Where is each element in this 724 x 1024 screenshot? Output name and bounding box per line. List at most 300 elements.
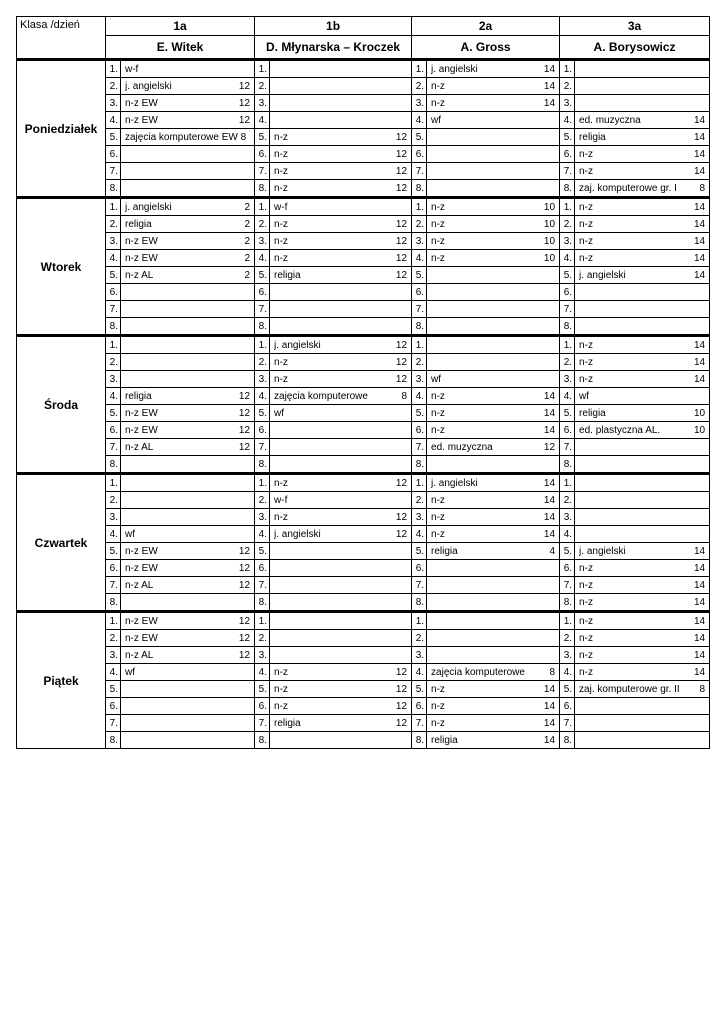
lesson-number: 4.	[255, 664, 270, 681]
lesson-number: 1.	[255, 198, 270, 216]
lesson-content	[125, 408, 250, 419]
room-number: 14	[543, 734, 556, 746]
lesson-cell	[427, 560, 560, 577]
lesson-cell	[575, 612, 710, 630]
lesson-cell	[270, 715, 412, 732]
lesson-cell	[270, 371, 412, 388]
lesson-content	[579, 391, 705, 402]
room-number: 14	[543, 494, 556, 506]
lesson-cell	[121, 577, 255, 594]
lesson-cell	[121, 180, 255, 198]
lesson-cell	[575, 371, 710, 388]
subject-name: n-z	[431, 700, 445, 712]
lesson-number: 1.	[560, 336, 575, 354]
class-name: 1b	[255, 17, 412, 36]
room-number: 12	[395, 148, 408, 160]
room-number: 14	[693, 562, 706, 574]
lesson-number: 8.	[106, 456, 121, 474]
subject-name: j. angielski	[274, 339, 321, 351]
lesson-cell	[575, 405, 710, 422]
lesson-number: 8.	[255, 180, 270, 198]
subject-name: religia	[125, 218, 152, 230]
lesson-row	[17, 509, 710, 526]
lesson-row	[17, 612, 710, 630]
room-number: 10	[543, 252, 556, 264]
lesson-row	[17, 112, 710, 129]
subject-name: n-z AL	[125, 441, 154, 453]
lesson-cell	[270, 630, 412, 647]
lesson-cell	[427, 526, 560, 543]
lesson-number: 3.	[560, 233, 575, 250]
lesson-row	[17, 78, 710, 95]
lesson-content	[274, 667, 407, 678]
lesson-number: 1.	[560, 612, 575, 630]
room-number: 12	[395, 165, 408, 177]
corner-label: Klasa /dzień	[17, 17, 106, 60]
lesson-content	[274, 684, 407, 695]
lesson-content	[431, 684, 555, 695]
lesson-number: 1.	[106, 336, 121, 354]
room-number: 14	[693, 148, 706, 160]
lesson-cell	[121, 233, 255, 250]
lesson-cell	[427, 180, 560, 198]
lesson-number: 3.	[560, 509, 575, 526]
lesson-row	[17, 543, 710, 560]
lesson-cell	[270, 78, 412, 95]
lesson-cell	[575, 732, 710, 749]
lesson-number: 7.	[106, 163, 121, 180]
lesson-cell	[427, 233, 560, 250]
lesson-content	[579, 236, 705, 247]
lesson-number: 2.	[255, 354, 270, 371]
lesson-number: 6.	[106, 284, 121, 301]
lesson-row	[17, 371, 710, 388]
lesson-number: 8.	[560, 180, 575, 198]
lesson-row	[17, 560, 710, 577]
room-number: 10	[693, 407, 706, 419]
subject-name: n-z	[579, 165, 593, 177]
lesson-content	[431, 546, 555, 557]
lesson-number: 5.	[106, 129, 121, 146]
lesson-content	[274, 701, 407, 712]
lesson-content	[431, 667, 555, 678]
lesson-row	[17, 439, 710, 456]
lesson-cell	[270, 664, 412, 681]
lesson-row	[17, 664, 710, 681]
lesson-number: 2.	[412, 78, 427, 95]
room-number: 8	[549, 666, 556, 678]
lesson-cell	[427, 112, 560, 129]
lesson-content	[431, 236, 555, 247]
room-number: 14	[693, 632, 706, 644]
lesson-number: 6.	[560, 560, 575, 577]
lesson-content	[431, 98, 555, 109]
day-name: Środa	[17, 336, 106, 474]
lesson-cell	[121, 60, 255, 78]
lesson-number: 5.	[106, 405, 121, 422]
lesson-number: 6.	[106, 698, 121, 715]
lesson-number: 7.	[255, 577, 270, 594]
room-number: 10	[693, 424, 706, 436]
subject-name: n-z	[579, 666, 593, 678]
lesson-number: 6.	[255, 560, 270, 577]
room-number: 12	[238, 632, 251, 644]
lesson-content	[274, 495, 407, 506]
lesson-cell	[575, 577, 710, 594]
lesson-cell	[121, 732, 255, 749]
lesson-number: 7.	[106, 577, 121, 594]
lesson-content	[579, 166, 705, 177]
room-number: 14	[543, 97, 556, 109]
lesson-number: 5.	[560, 543, 575, 560]
room-number: 10	[543, 201, 556, 213]
day-name: Piątek	[17, 612, 106, 749]
room-number: 12	[238, 441, 251, 453]
lesson-number: 1.	[255, 474, 270, 492]
lesson-number: 7.	[255, 439, 270, 456]
lesson-row	[17, 198, 710, 216]
lesson-number: 6.	[412, 560, 427, 577]
lesson-cell	[575, 267, 710, 284]
room-number: 2	[244, 252, 251, 264]
class-name: 3a	[560, 17, 710, 36]
room-number: 12	[238, 615, 251, 627]
subject-name: n-z	[431, 717, 445, 729]
lesson-number: 4.	[560, 250, 575, 267]
subject-name: n-z AL	[125, 269, 154, 281]
lesson-content	[579, 667, 705, 678]
lesson-row	[17, 250, 710, 267]
lesson-number: 6.	[255, 422, 270, 439]
lesson-cell	[121, 388, 255, 405]
room-number: 12	[238, 390, 251, 402]
lesson-number: 6.	[106, 422, 121, 439]
room-number: 14	[543, 80, 556, 92]
lesson-cell	[575, 95, 710, 112]
lesson-number: 8.	[255, 594, 270, 612]
lesson-cell	[121, 543, 255, 560]
subject-name: n-z	[274, 700, 288, 712]
subject-name: n-z	[579, 632, 593, 644]
lesson-number: 2.	[106, 492, 121, 509]
room-number: 14	[543, 717, 556, 729]
lesson-number: 8.	[560, 456, 575, 474]
room-number: 12	[238, 424, 251, 436]
subject-name: n-z	[274, 165, 288, 177]
lesson-number: 5.	[412, 267, 427, 284]
lesson-number: 2.	[255, 492, 270, 509]
lesson-content	[125, 202, 250, 213]
lesson-content	[579, 357, 705, 368]
lesson-cell	[575, 198, 710, 216]
lesson-cell	[427, 163, 560, 180]
room-number: 12	[395, 269, 408, 281]
lesson-cell	[575, 216, 710, 233]
lesson-cell	[270, 318, 412, 336]
lesson-row	[17, 301, 710, 318]
room-number: 12	[395, 683, 408, 695]
lesson-number: 1.	[412, 612, 427, 630]
lesson-content	[431, 202, 555, 213]
room-number: 14	[543, 390, 556, 402]
room-number: 12	[395, 356, 408, 368]
lesson-number: 5.	[106, 267, 121, 284]
lesson-number: 4.	[106, 388, 121, 405]
lesson-number: 1.	[560, 198, 575, 216]
lesson-cell	[575, 78, 710, 95]
lesson-number: 4.	[255, 250, 270, 267]
subject-name: j. angielski	[125, 201, 172, 213]
lesson-content	[125, 563, 250, 574]
lesson-cell	[427, 284, 560, 301]
lesson-cell	[427, 492, 560, 509]
lesson-number: 7.	[560, 577, 575, 594]
subject-name: n-z	[579, 339, 593, 351]
lesson-content	[431, 219, 555, 230]
lesson-cell	[575, 129, 710, 146]
lesson-cell	[575, 630, 710, 647]
lesson-cell	[121, 405, 255, 422]
subject-name: n-z	[431, 511, 445, 523]
room-number: 10	[543, 218, 556, 230]
lesson-cell	[270, 492, 412, 509]
lesson-number: 3.	[255, 371, 270, 388]
lesson-content	[274, 132, 407, 143]
lesson-cell	[121, 681, 255, 698]
lesson-content	[125, 391, 250, 402]
lesson-content	[431, 701, 555, 712]
lesson-content	[431, 495, 555, 506]
room-number: 12	[238, 579, 251, 591]
room-number: 14	[693, 356, 706, 368]
subject-name: religia	[431, 734, 458, 746]
subject-name: n-z	[274, 683, 288, 695]
lesson-number: 7.	[255, 301, 270, 318]
lesson-number: 4.	[412, 112, 427, 129]
room-number: 14	[693, 339, 706, 351]
lesson-cell	[270, 422, 412, 439]
lesson-number: 1.	[560, 474, 575, 492]
room-number: 12	[543, 441, 556, 453]
lesson-number: 1.	[412, 474, 427, 492]
lesson-number: 3.	[106, 371, 121, 388]
lesson-number: 1.	[106, 612, 121, 630]
lesson-content	[274, 374, 407, 385]
lesson-content	[431, 718, 555, 729]
lesson-content	[274, 340, 407, 351]
subject-name: n-z	[579, 649, 593, 661]
lesson-row	[17, 354, 710, 371]
lesson-number: 2.	[255, 216, 270, 233]
lesson-number: 2.	[412, 216, 427, 233]
lesson-number: 7.	[106, 715, 121, 732]
lesson-number: 5.	[412, 129, 427, 146]
subject-name: n-z	[431, 683, 445, 695]
subject-name: zaj. komputerowe gr. I	[579, 182, 677, 194]
lesson-number: 5.	[412, 405, 427, 422]
lesson-number: 2.	[560, 492, 575, 509]
day-name: Poniedziałek	[17, 60, 106, 198]
lesson-cell	[575, 284, 710, 301]
lesson-cell	[427, 543, 560, 560]
lesson-cell	[575, 594, 710, 612]
lesson-content	[579, 597, 705, 608]
lesson-row	[17, 456, 710, 474]
room-number: 12	[395, 717, 408, 729]
room-number: 12	[238, 407, 251, 419]
lesson-number: 8.	[106, 180, 121, 198]
lesson-cell	[270, 474, 412, 492]
lesson-cell	[270, 612, 412, 630]
lesson-cell	[575, 250, 710, 267]
subject-name: n-z EW	[125, 114, 158, 126]
room-number: 12	[238, 649, 251, 661]
subject-name: n-z EW	[125, 97, 158, 109]
lesson-cell	[270, 509, 412, 526]
subject-name: ed. plastyczna AL.	[579, 424, 661, 436]
lesson-cell	[427, 371, 560, 388]
lesson-cell	[270, 301, 412, 318]
lesson-content	[431, 374, 555, 385]
lesson-number: 5.	[412, 681, 427, 698]
lesson-content	[274, 219, 407, 230]
lesson-number: 6.	[560, 422, 575, 439]
room-number: 14	[543, 424, 556, 436]
lesson-cell	[427, 681, 560, 698]
lesson-row	[17, 267, 710, 284]
subject-name: n-z	[579, 356, 593, 368]
room-number: 12	[395, 235, 408, 247]
subject-name: n-z EW	[125, 252, 158, 264]
lesson-number: 4.	[106, 112, 121, 129]
subject-name: n-z	[431, 252, 445, 264]
lesson-cell	[427, 129, 560, 146]
lesson-row	[17, 388, 710, 405]
room-number: 14	[693, 252, 706, 264]
lesson-cell	[270, 284, 412, 301]
lesson-number: 3.	[106, 233, 121, 250]
lesson-content	[125, 236, 250, 247]
lesson-cell	[575, 318, 710, 336]
room-number: 8	[699, 182, 706, 194]
lesson-cell	[121, 509, 255, 526]
lesson-number: 6.	[412, 422, 427, 439]
lesson-number: 2.	[560, 216, 575, 233]
lesson-content	[274, 253, 407, 264]
lesson-cell	[427, 146, 560, 163]
subject-name: wf	[579, 390, 590, 402]
lesson-number: 3.	[560, 647, 575, 664]
subject-name: wf	[274, 407, 285, 419]
lesson-cell	[427, 698, 560, 715]
lesson-cell	[427, 336, 560, 354]
lesson-number: 3.	[412, 95, 427, 112]
lesson-content	[125, 132, 250, 143]
subject-name: j. angielski	[579, 545, 626, 557]
subject-name: w-f	[125, 63, 139, 75]
room-number: 12	[238, 545, 251, 557]
lesson-cell	[270, 250, 412, 267]
lesson-row	[17, 474, 710, 492]
lesson-cell	[270, 129, 412, 146]
lesson-number: 1.	[412, 60, 427, 78]
lesson-cell	[270, 456, 412, 474]
lesson-content	[274, 408, 407, 419]
lesson-number: 7.	[106, 439, 121, 456]
room-number: 8	[699, 683, 706, 695]
lesson-content	[431, 81, 555, 92]
room-number: 4	[549, 545, 556, 557]
room-number: 12	[395, 339, 408, 351]
lesson-number: 5.	[560, 405, 575, 422]
subject-name: n-z EW	[125, 424, 158, 436]
lesson-cell	[121, 526, 255, 543]
lesson-cell	[121, 112, 255, 129]
lesson-number: 1.	[412, 336, 427, 354]
lesson-content	[579, 202, 705, 213]
lesson-cell	[575, 543, 710, 560]
class-name: 1a	[106, 17, 255, 36]
lesson-number: 4.	[106, 250, 121, 267]
lesson-content	[579, 633, 705, 644]
subject-name: j. angielski	[125, 80, 172, 92]
room-number: 14	[693, 579, 706, 591]
lesson-cell	[427, 664, 560, 681]
lesson-row	[17, 594, 710, 612]
lesson-cell	[427, 216, 560, 233]
teacher-name: A. Gross	[412, 36, 560, 60]
lesson-cell	[270, 732, 412, 749]
lesson-content	[125, 650, 250, 661]
lesson-number: 7.	[255, 163, 270, 180]
lesson-content	[274, 357, 407, 368]
lesson-content	[274, 512, 407, 523]
lesson-cell	[575, 509, 710, 526]
subject-name: n-z EW	[125, 632, 158, 644]
lesson-cell	[270, 233, 412, 250]
lesson-content	[579, 546, 705, 557]
lesson-cell	[575, 180, 710, 198]
lesson-cell	[575, 146, 710, 163]
lesson-number: 6.	[106, 146, 121, 163]
room-number: 14	[693, 218, 706, 230]
subject-name: n-z	[431, 201, 445, 213]
lesson-number: 1.	[255, 336, 270, 354]
lesson-number: 8.	[412, 732, 427, 749]
lesson-number: 6.	[255, 146, 270, 163]
lesson-content	[274, 478, 407, 489]
lesson-number: 2.	[106, 78, 121, 95]
lesson-content	[274, 183, 407, 194]
lesson-cell	[121, 78, 255, 95]
lesson-number: 4.	[412, 388, 427, 405]
lesson-row	[17, 129, 710, 146]
lesson-number: 8.	[106, 732, 121, 749]
lesson-content	[579, 563, 705, 574]
lesson-number: 6.	[412, 698, 427, 715]
lesson-cell	[270, 267, 412, 284]
lesson-cell	[575, 439, 710, 456]
lesson-cell	[427, 509, 560, 526]
lesson-cell	[575, 388, 710, 405]
subject-name: n-z EW	[125, 545, 158, 557]
day-name: Wtorek	[17, 198, 106, 336]
lesson-cell	[270, 388, 412, 405]
lesson-cell	[427, 715, 560, 732]
room-number: 12	[395, 666, 408, 678]
room-number: 12	[395, 218, 408, 230]
room-number: 10	[543, 235, 556, 247]
